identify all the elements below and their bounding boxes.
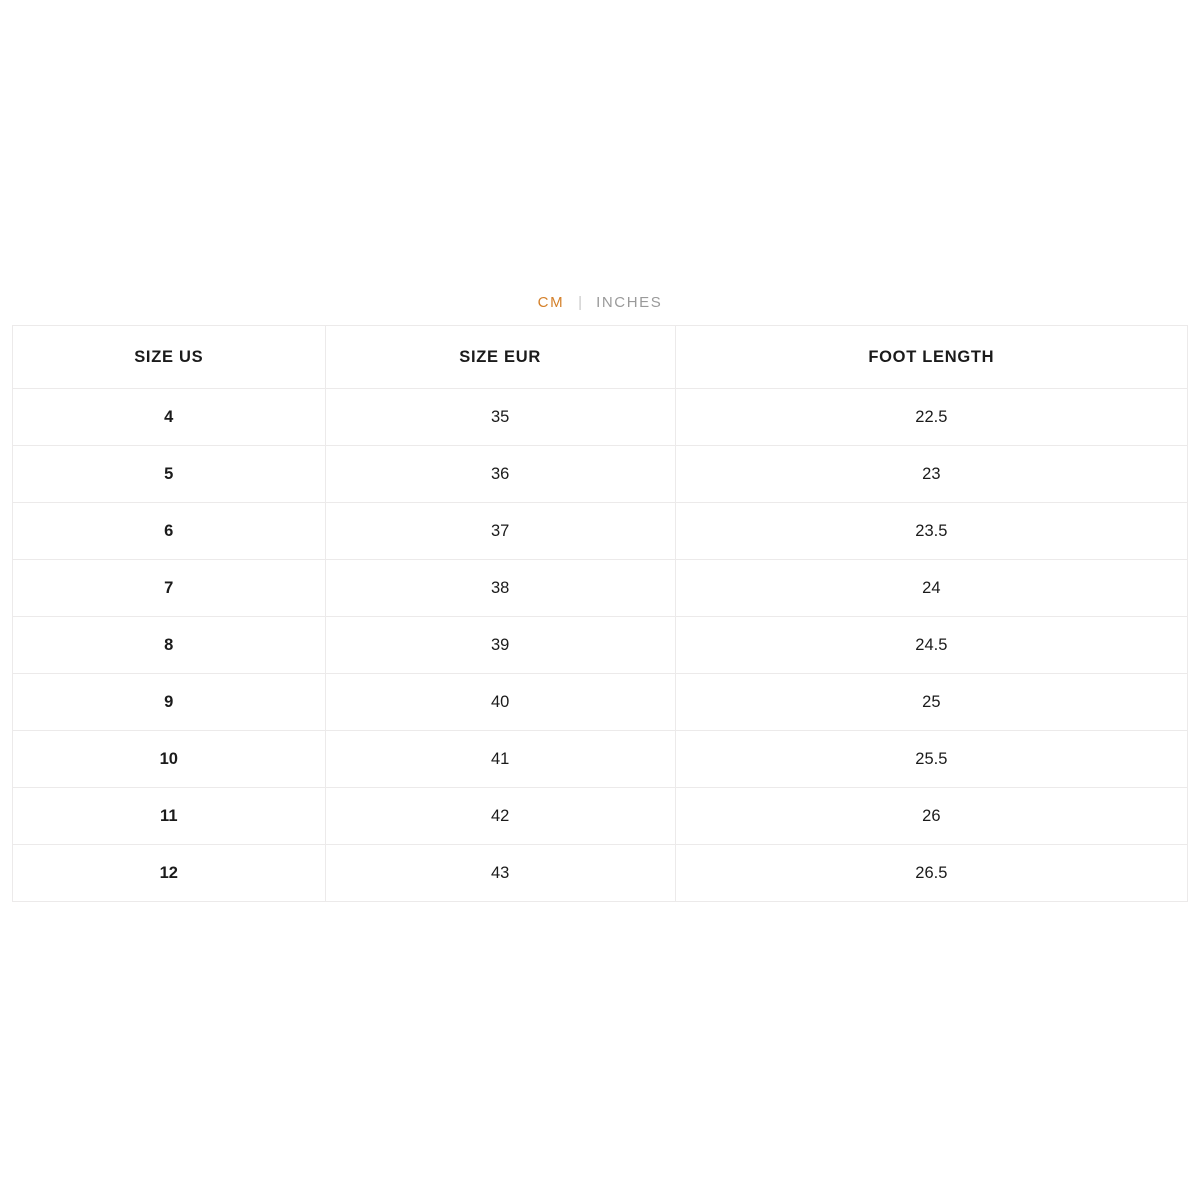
unit-option-cm[interactable]: CM (537, 293, 565, 311)
table-header-row (13, 326, 1188, 389)
cell-size-us: 5 (13, 446, 326, 503)
cell-size-eur: 37 (325, 503, 675, 560)
unit-toggle[interactable] (12, 285, 1188, 319)
cell-size-eur: 38 (325, 560, 675, 617)
table-row (13, 674, 1188, 731)
table-row (13, 389, 1188, 446)
cell-size-us: 8 (13, 617, 326, 674)
unit-option-inches[interactable]: INCHES (596, 293, 663, 311)
cell-foot-length: 25.5 (675, 731, 1187, 788)
table-row (13, 788, 1188, 845)
table-row (13, 446, 1188, 503)
cell-size-us: 4 (13, 389, 326, 446)
cell-size-eur: 35 (325, 389, 675, 446)
size-chart (12, 285, 1188, 902)
cell-size-eur: 39 (325, 617, 675, 674)
cell-foot-length: 24 (675, 560, 1187, 617)
cell-size-us: 11 (13, 788, 326, 845)
unit-separator: | (578, 293, 583, 311)
cell-size-us: 6 (13, 503, 326, 560)
cell-size-eur: 36 (325, 446, 675, 503)
cell-size-us: 9 (13, 674, 326, 731)
cell-foot-length: 24.5 (675, 617, 1187, 674)
cell-foot-length: 26.5 (675, 845, 1187, 902)
table-row (13, 503, 1188, 560)
cell-size-us: 12 (13, 845, 326, 902)
cell-size-us: 10 (13, 731, 326, 788)
cell-foot-length: 25 (675, 674, 1187, 731)
cell-foot-length: 23 (675, 446, 1187, 503)
table-row (13, 560, 1188, 617)
cell-foot-length: 26 (675, 788, 1187, 845)
cell-size-eur: 40 (325, 674, 675, 731)
column-header-foot-length: FOOT LENGTH (675, 326, 1187, 389)
table-row (13, 845, 1188, 902)
size-table (12, 325, 1188, 902)
table-row (13, 617, 1188, 674)
column-header-size-eur: SIZE EUR (325, 326, 675, 389)
cell-size-eur: 42 (325, 788, 675, 845)
cell-size-us: 7 (13, 560, 326, 617)
cell-foot-length: 23.5 (675, 503, 1187, 560)
table-row (13, 731, 1188, 788)
cell-size-eur: 43 (325, 845, 675, 902)
column-header-size-us: SIZE US (13, 326, 326, 389)
cell-size-eur: 41 (325, 731, 675, 788)
cell-foot-length: 22.5 (675, 389, 1187, 446)
